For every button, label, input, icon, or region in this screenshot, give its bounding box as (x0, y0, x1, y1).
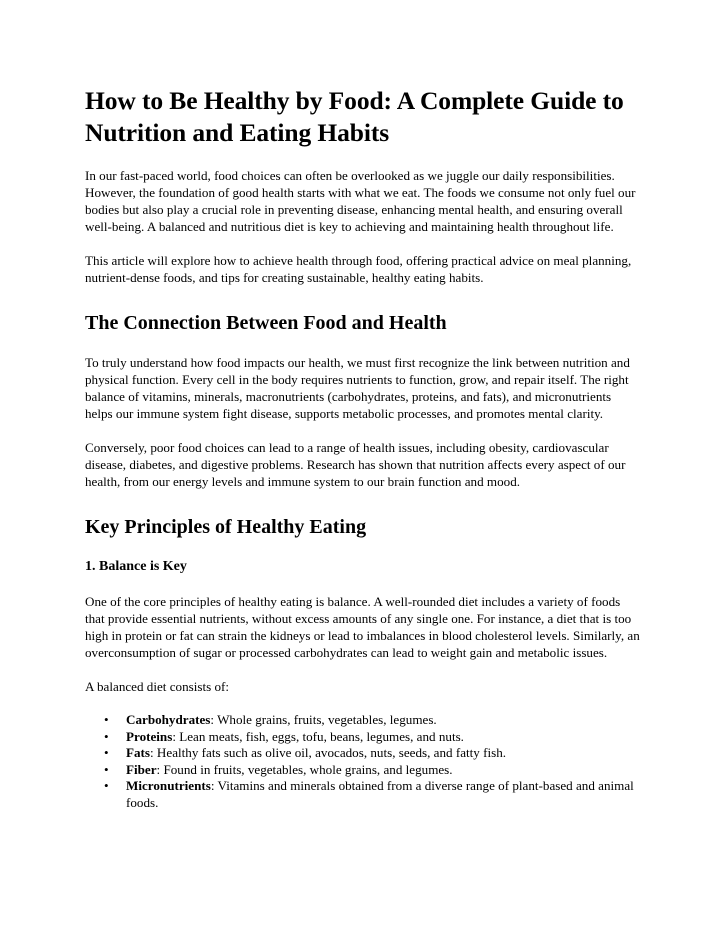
body-paragraph: One of the core principles of healthy eating is balance. A well-rounded diet includes a variety of foods that provide essential nutrients, without excess amounts of any single one. For instance, a diet that is too high in protein or fat can strain the kidneys or lead to imbalances in blood cholesterol levels. Similarly, an overconsumption of sugar or processed carbohydrates can lead to weight gain and metabolic issues. (85, 594, 640, 660)
bullet-icon: • (104, 728, 109, 744)
list-item-term: Fats (126, 745, 151, 761)
section-heading: Key Principles of Healthy Eating (85, 516, 367, 538)
list-item-term: Proteins (126, 728, 173, 744)
section-heading: The Connection Between Food and Health (85, 312, 447, 334)
document-page (85, 85, 641, 812)
body-paragraph: To truly understand how food impacts our health, we must first recognize the link between nutrition and physical function. Every cell in the body requires nutrients to function, grow, and repair itself. The right balance of vitamins, minerals, macronutrients (carbohydrates, proteins, and fats), and micronutrients helps our immune system fight disease, supports metabolic processes, and promotes mental clarity. (85, 355, 630, 421)
list-item-term: Fiber (126, 761, 157, 777)
list-item (104, 778, 641, 811)
subsection-heading: 1. Balance is Key (85, 559, 187, 574)
balanced-diet-list (85, 712, 641, 812)
article-title: How to Be Healthy by Food: A Complete Guide to Nutrition and Eating Habits (85, 86, 624, 147)
list-item-text: : Vitamins and minerals obtained from a diverse range of plant-based and animal foods. (126, 778, 634, 810)
list-item-text: : Lean meats, fish, eggs, tofu, beans, legumes, and nuts. (172, 728, 464, 744)
list-item (104, 745, 641, 762)
list-item (104, 728, 641, 746)
bullet-icon: • (104, 778, 109, 794)
list-item-text: : Healthy fats such as olive oil, avocados, nuts, seeds, and fatty fish. (150, 745, 507, 761)
intro-paragraph: This article will explore how to achieve health through food, offering practical advice on meal planning, nutrient-dense foods, and tips for creating sustainable, healthy eating habits. (85, 253, 632, 285)
bullet-icon: • (104, 712, 109, 727)
bullet-icon: • (104, 745, 109, 761)
bullet-icon: • (104, 761, 109, 777)
list-item-term: Carbohydrates (126, 712, 211, 727)
body-paragraph: A balanced diet consists of: (85, 679, 229, 694)
intro-paragraph: In our fast-paced world, food choices can often be overlooked as we juggle our daily responsibilities. However, the foundation of good health starts with what we eat. The foods we consume not only fuel our bodies but also play a crucial role in preventing disease, enhancing mental health, and ensuring overall well-being. A balanced and nutritious diet is key to achieving and maintaining health throughout life. (85, 168, 636, 234)
list-item-term: Micronutrients (126, 778, 211, 794)
list-item-text: : Found in fruits, vegetables, whole grains, and legumes. (156, 761, 453, 777)
list-item (104, 761, 641, 779)
list-item-text: : Whole grains, fruits, vegetables, legumes. (210, 712, 437, 727)
list-item (104, 712, 641, 729)
body-paragraph: Conversely, poor food choices can lead to a range of health issues, including obesity, cardiovascular disease, diabetes, and digestive problems. Research has shown that nutrition affects every aspect of our health, from our energy levels and immune system to our brain function and mood. (85, 440, 626, 489)
